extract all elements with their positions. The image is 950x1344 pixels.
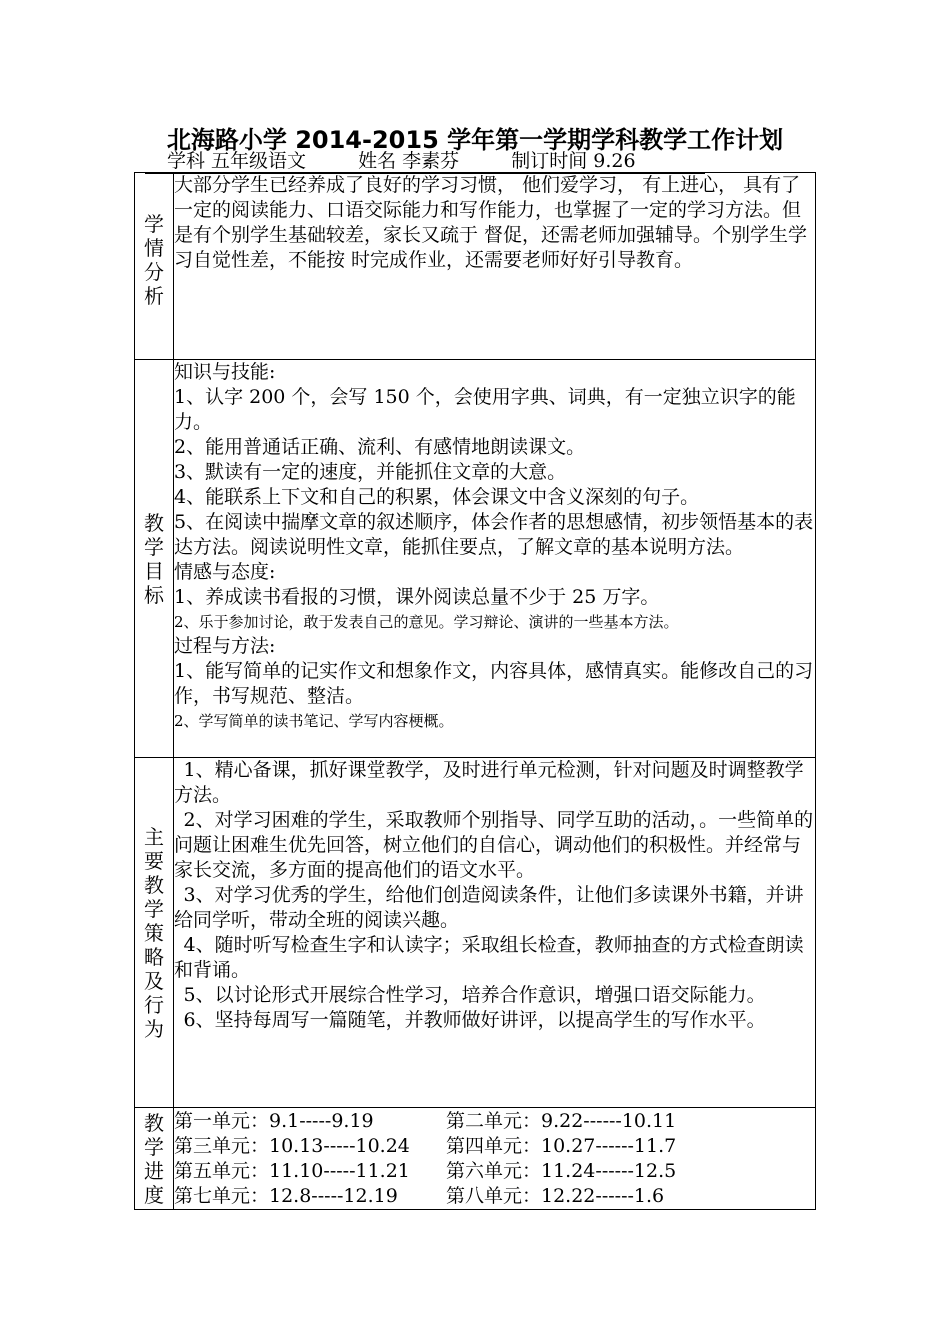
unit-schedule: 第三单元：10.13-----10.24 [174, 1135, 410, 1157]
unit-schedule: 第四单元：10.27------11.7 [446, 1135, 677, 1157]
progress-row [135, 1108, 816, 1210]
goals-item: 5、在阅读中揣摩文章的叙述顺序，体会作者的思想感情，初步领悟基本的表达方法。阅读说明性文章，能抓住要点，了解文章的基本说明方法。 [174, 511, 814, 558]
strategy-item: 3、对学习优秀的学生，给他们创造阅读条件，让他们多读课外书籍，并讲给同学听，带动全班的阅读兴趣。 [174, 884, 804, 931]
goals-text-cell [174, 360, 816, 758]
strategies-label-cell [135, 758, 174, 1108]
unit-schedule: 第五单元：11.10-----11.21 [174, 1160, 410, 1182]
goals-row [135, 360, 816, 758]
progress-label-cell [135, 1108, 174, 1210]
analysis-label-cell [135, 173, 174, 360]
unit-schedule: 第二单元：9.22------10.11 [446, 1110, 677, 1132]
strategies-label: 主要教学策略及行为 [144, 824, 164, 1041]
strategies-text-cell [174, 758, 816, 1108]
goals-item: 2、学写简单的读书笔记、学写内容梗概。 [174, 712, 454, 730]
goals-heading-attitude: 情感与态度: [174, 561, 276, 583]
unit-schedule: 第六单元：11.24------12.5 [446, 1160, 677, 1182]
unit-schedule: 第一单元：9.1-----9.19 [174, 1110, 374, 1132]
goals-item: 4、能联系上下文和自己的积累，体会课文中含义深刻的句子。 [174, 486, 700, 508]
progress-label: 教学进度 [144, 1110, 164, 1207]
progress-line [174, 1134, 815, 1159]
goals-item: 3、默读有一定的速度，并能抓住文章的大意。 [174, 461, 567, 483]
plan-table [134, 172, 816, 1210]
goals-heading-knowledge: 知识与技能: [174, 361, 276, 383]
subject-field: 学科 五年级语文 [167, 150, 307, 172]
unit-schedule: 第七单元：12.8-----12.19 [174, 1185, 398, 1207]
teacher-name-field: 姓名 李素芬 [358, 150, 460, 172]
analysis-label: 学情分析 [144, 212, 164, 308]
goals-item: 1、养成读书看报的习惯，课外阅读总量不少于 25 万字。 [174, 586, 660, 608]
date-field: 制订时间 9.26 [511, 150, 636, 172]
goals-label-cell [135, 360, 174, 758]
goals-label: 教学目标 [144, 510, 164, 607]
strategy-item: 2、对学习困难的学生，采取教师个别指导、同学互助的活动，。一些简单的问题让困难生优先回答，树立他们的自信心，调动他们的积极性。并经常与家长交流，多方面的提高他们的语文水平。 [174, 809, 814, 881]
strategy-item: 6、坚持每周写一篇随笔，并教师做好讲评，以提高学生的写作水平。 [183, 1009, 766, 1031]
analysis-text: 大部分学生已经养成了良好的学习习惯， 他们爱学习， 有上进心， 具有了一定的阅读能力、口语交际能力和写作能力，也掌握了一定的学习方法。但是有个别学生基础较差，家长又疏于 督促，还需老师加强辅导。个别学生学习自觉性差，不能按 时完成作业，还需要老师好好引导教育。 [174, 174, 808, 271]
goals-item: 1、能写简单的记实作文和想象作文，内容具体，感情真实。能修改自己的习作，书写规范、整洁。 [174, 660, 814, 707]
progress-line [174, 1159, 815, 1184]
goals-item: 1、认字 200 个，会写 150 个，会使用字典、词典，有一定独立识字的能力。 [174, 386, 796, 433]
progress-text-cell [174, 1108, 816, 1210]
page-title: 北海路小学 2014-2015 学年第一学期学科教学工作计划 [166, 126, 784, 154]
goals-item: 2、乐于参加讨论，敢于发表自己的意见。学习辩论、演讲的一些基本方法。 [174, 613, 679, 631]
unit-schedule: 第八单元：12.22------1.6 [446, 1185, 665, 1207]
goals-heading-process: 过程与方法: [174, 635, 276, 657]
progress-line [174, 1109, 815, 1134]
strategy-item: 4、随时听写检查生字和认读字；采取组长检查，教师抽查的方式检查朗读和背诵。 [174, 934, 804, 981]
analysis-text-cell [174, 173, 816, 360]
analysis-row [135, 173, 816, 360]
progress-line [174, 1184, 815, 1209]
goals-item: 2、能用普通话正确、流利、有感情地朗读课文。 [174, 436, 586, 458]
strategy-item: 5、以讨论形式开展综合性学习，培养合作意识，增强口语交际能力。 [183, 984, 766, 1006]
plan-meta [145, 149, 705, 174]
strategies-row [135, 758, 816, 1108]
strategy-item: 1、精心备课，抓好课堂教学，及时进行单元检测，针对问题及时调整教学方法。 [174, 759, 804, 806]
